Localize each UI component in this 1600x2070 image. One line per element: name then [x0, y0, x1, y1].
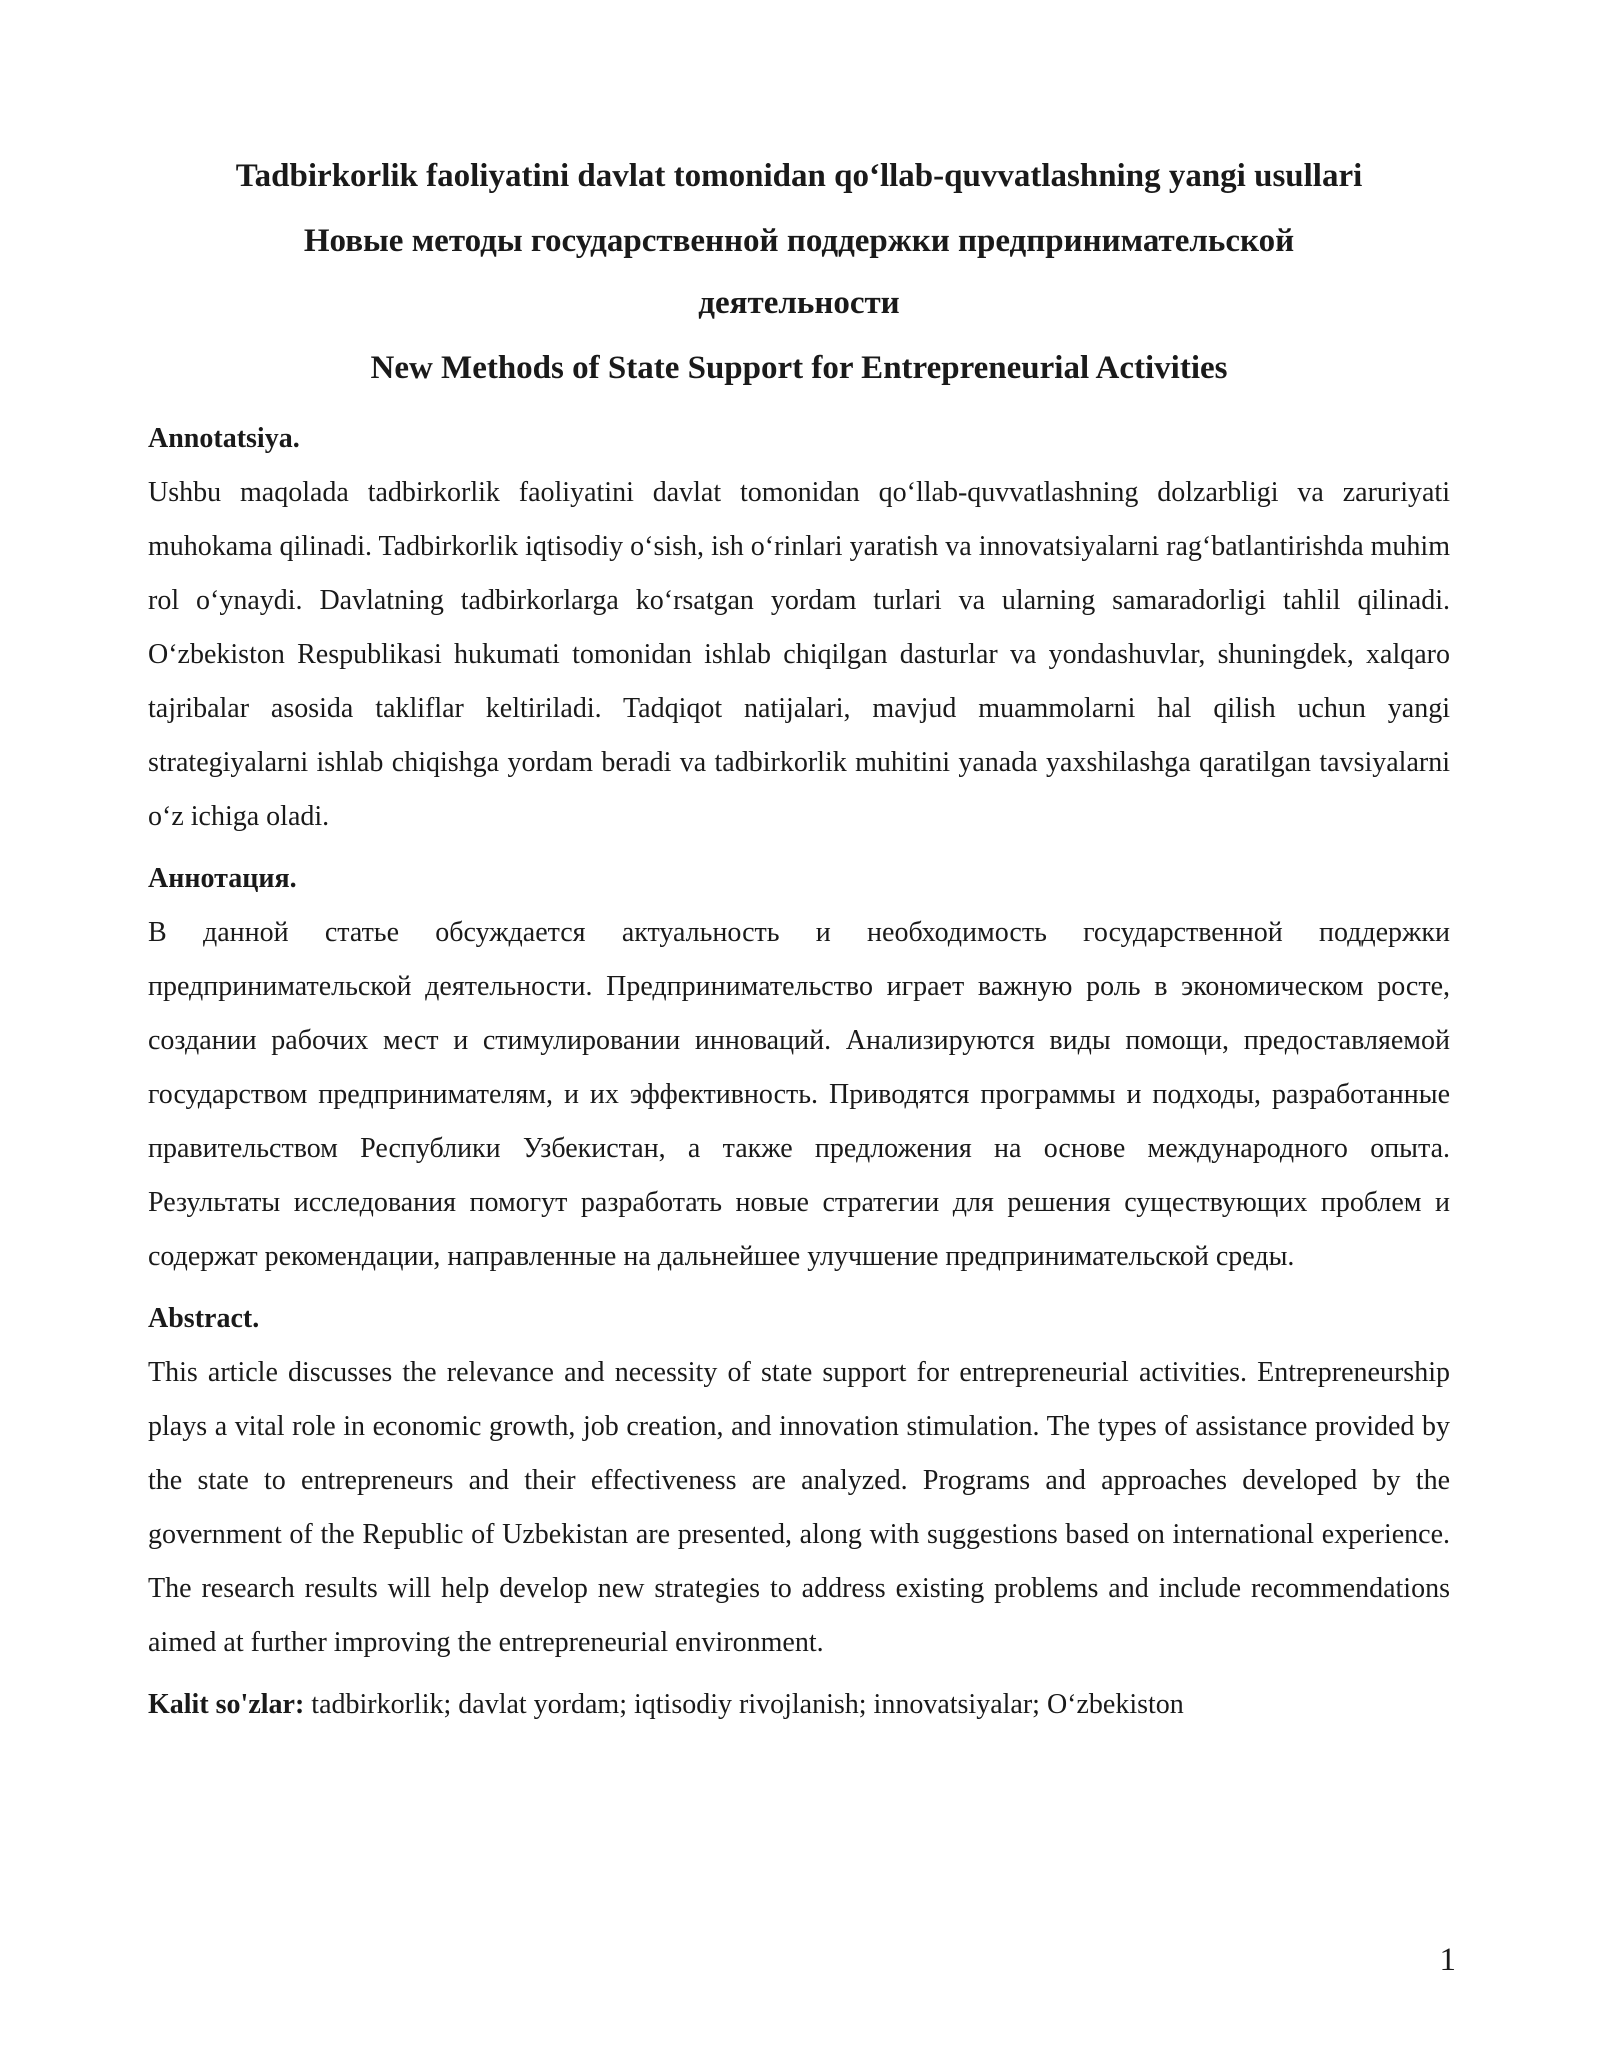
page-number: 1 — [1439, 1942, 1456, 1978]
abstract-uz-heading: Annotatsiya. — [148, 423, 300, 454]
keywords-label: Kalit so'zlar: — [148, 1689, 305, 1720]
title-russian: Новые методы государственной поддержки предпринимательской деятельности — [303, 223, 1295, 321]
document-body — [148, 412, 1450, 1732]
abstract-ru-heading: Аннотация. — [148, 863, 297, 894]
abstract-uz-text: Ushbu maqolada tadbirkorlik faoliyatini davlat tomonidan qo‘llab-quvvatlashning dolzarbligi va zaruriyati muhokama qilinadi. Tadbirkorlik iqtisodiy o‘sish, ish o‘rinlari yaratish va innovatsiyalarni rag‘batlantirishda muhim rol o‘ynaydi. Davlatning tadbirkorlarga ko‘rsatgan yordam turlari va ularning samaradorligi tahlil qilinadi. O‘zbekiston Respublikasi hukumati tomonidan ishlab chiqilgan dasturlar va yondashuvlar, shuningdek, xalqaro tajribalar asosida takliflar keltiriladi. Tadqiqot natijalari, mavjud muammolarni hal qilish uchun yangi strategiyalarni ishlab chiqishga yordam beradi va tadbirkorlik muhitini yanada yaxshilashga qaratilgan tavsiyalarni o‘z ichiga oladi. — [148, 477, 1450, 832]
abstract-ru-text: В данной статье обсуждается актуальность и необходимость государственной поддержки предпринимательской деятельности. Предпринимательство играет важную роль в экономическом росте, создании рабочих мест и стимулировании инноваций. Анализируются виды помощи, предоставляемой государством предпринимателям, и их эффективность. Приводятся программы и подходы, разработанные правительством Республики Узбекистан, а также предложения на основе международного опыта. Результаты исследования помогут разработать новые стратегии для решения существующих проблем и содержат рекомендации, направленные на дальнейшее улучшение предпринимательской среды. — [148, 917, 1450, 1272]
keywords-line — [148, 1678, 1450, 1732]
abstract-en-heading: Abstract. — [148, 1303, 260, 1334]
title-uzbek: Tadbirkorlik faoliyatini davlat tomonidan qo‘llab-quvvatlashning yangi usullari — [235, 158, 1363, 194]
abstract-en-text: This article discusses the relevance and necessity of state support for entrepreneurial activities. Entrepreneurship plays a vital role in economic growth, job creation, and innovation stimulation. The types of assistance provided by the state to entrepreneurs and their effectiveness are analyzed. Programs and approaches developed by the government of the Republic of Uzbekistan are presented, along with suggestions based on international experience. The research results will help develop new strategies to address existing problems and include recommendations aimed at further improving the entrepreneurial environment. — [148, 1357, 1450, 1658]
title-english: New Methods of State Support for Entrepreneurial Activities — [370, 350, 1228, 386]
title-block — [148, 142, 1450, 402]
keywords-text: tadbirkorlik; davlat yordam; iqtisodiy rivojlanish; innovatsiyalar; O‘zbekiston — [304, 1689, 1184, 1720]
